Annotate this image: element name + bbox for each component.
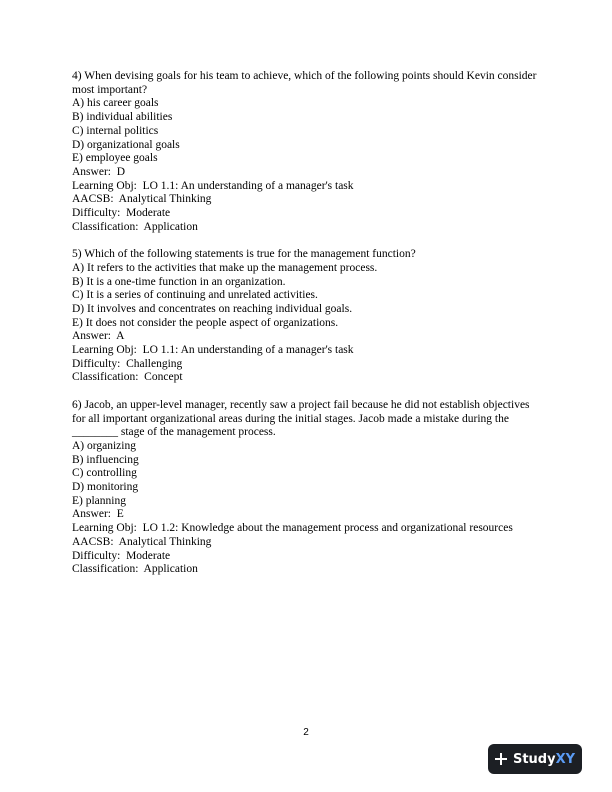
- option: B) It is a one-time function in an organization.: [72, 275, 286, 288]
- question-text: 5) Which of the following statements is true for the management function?: [72, 248, 416, 261]
- option: E) employee goals: [72, 152, 158, 165]
- plus-icon: [495, 753, 507, 765]
- aacsb: AACSB: Analytical Thinking: [72, 193, 212, 206]
- option: D) It involves and concentrates on reaching individual goals.: [72, 302, 353, 315]
- option: C) controlling: [72, 467, 137, 480]
- difficulty: Difficulty: Moderate: [72, 549, 171, 562]
- question-text: 6) Jacob, an upper-level manager, recently saw a project fail because he did not establish objectives for all important organizational areas during the initial stages. Jacob made a mistake during the ________ stage of the management process.: [72, 398, 530, 439]
- option: C) It is a series of continuing and unrelated activities.: [72, 289, 318, 302]
- page-number: 2: [303, 727, 309, 738]
- question-text: 4) When devising goals for his team to achieve, which of the following points should Kevin consider most important?: [72, 70, 537, 96]
- studyxy-badge[interactable]: [488, 744, 582, 774]
- option: A) organizing: [72, 439, 136, 452]
- answer: Answer: A: [72, 330, 125, 343]
- classification: Classification: Concept: [72, 371, 183, 384]
- question-4: [72, 70, 542, 234]
- answer: Answer: E: [72, 508, 124, 521]
- brand-name-accent: XY: [555, 751, 576, 767]
- question-6: [72, 399, 542, 577]
- option: D) monitoring: [72, 481, 139, 494]
- difficulty: Difficulty: Moderate: [72, 207, 171, 220]
- aacsb: AACSB: Analytical Thinking: [72, 535, 212, 548]
- option: D) organizational goals: [72, 138, 180, 151]
- classification: Classification: Application: [72, 220, 198, 233]
- option: B) individual abilities: [72, 111, 173, 124]
- classification: Classification: Application: [72, 563, 198, 576]
- difficulty: Difficulty: Challenging: [72, 357, 183, 370]
- brand-name: [513, 752, 575, 767]
- option: B) influencing: [72, 453, 139, 466]
- option: A) It refers to the activities that make up the management process.: [72, 261, 378, 274]
- learning-objective: Learning Obj: LO 1.2: Knowledge about the management process and organizational resources: [72, 522, 513, 535]
- option: A) his career goals: [72, 97, 159, 110]
- option: E) planning: [72, 494, 126, 507]
- brand-name-main: Study: [512, 751, 556, 767]
- learning-objective: Learning Obj: LO 1.1: An understanding of a manager's task: [72, 344, 354, 357]
- option: E) It does not consider the people aspect of organizations.: [72, 316, 339, 329]
- learning-objective: Learning Obj: LO 1.1: An understanding of a manager's task: [72, 179, 354, 192]
- document-body: [72, 70, 542, 591]
- answer: Answer: D: [72, 165, 126, 178]
- option: C) internal politics: [72, 124, 159, 137]
- question-5: [72, 248, 542, 385]
